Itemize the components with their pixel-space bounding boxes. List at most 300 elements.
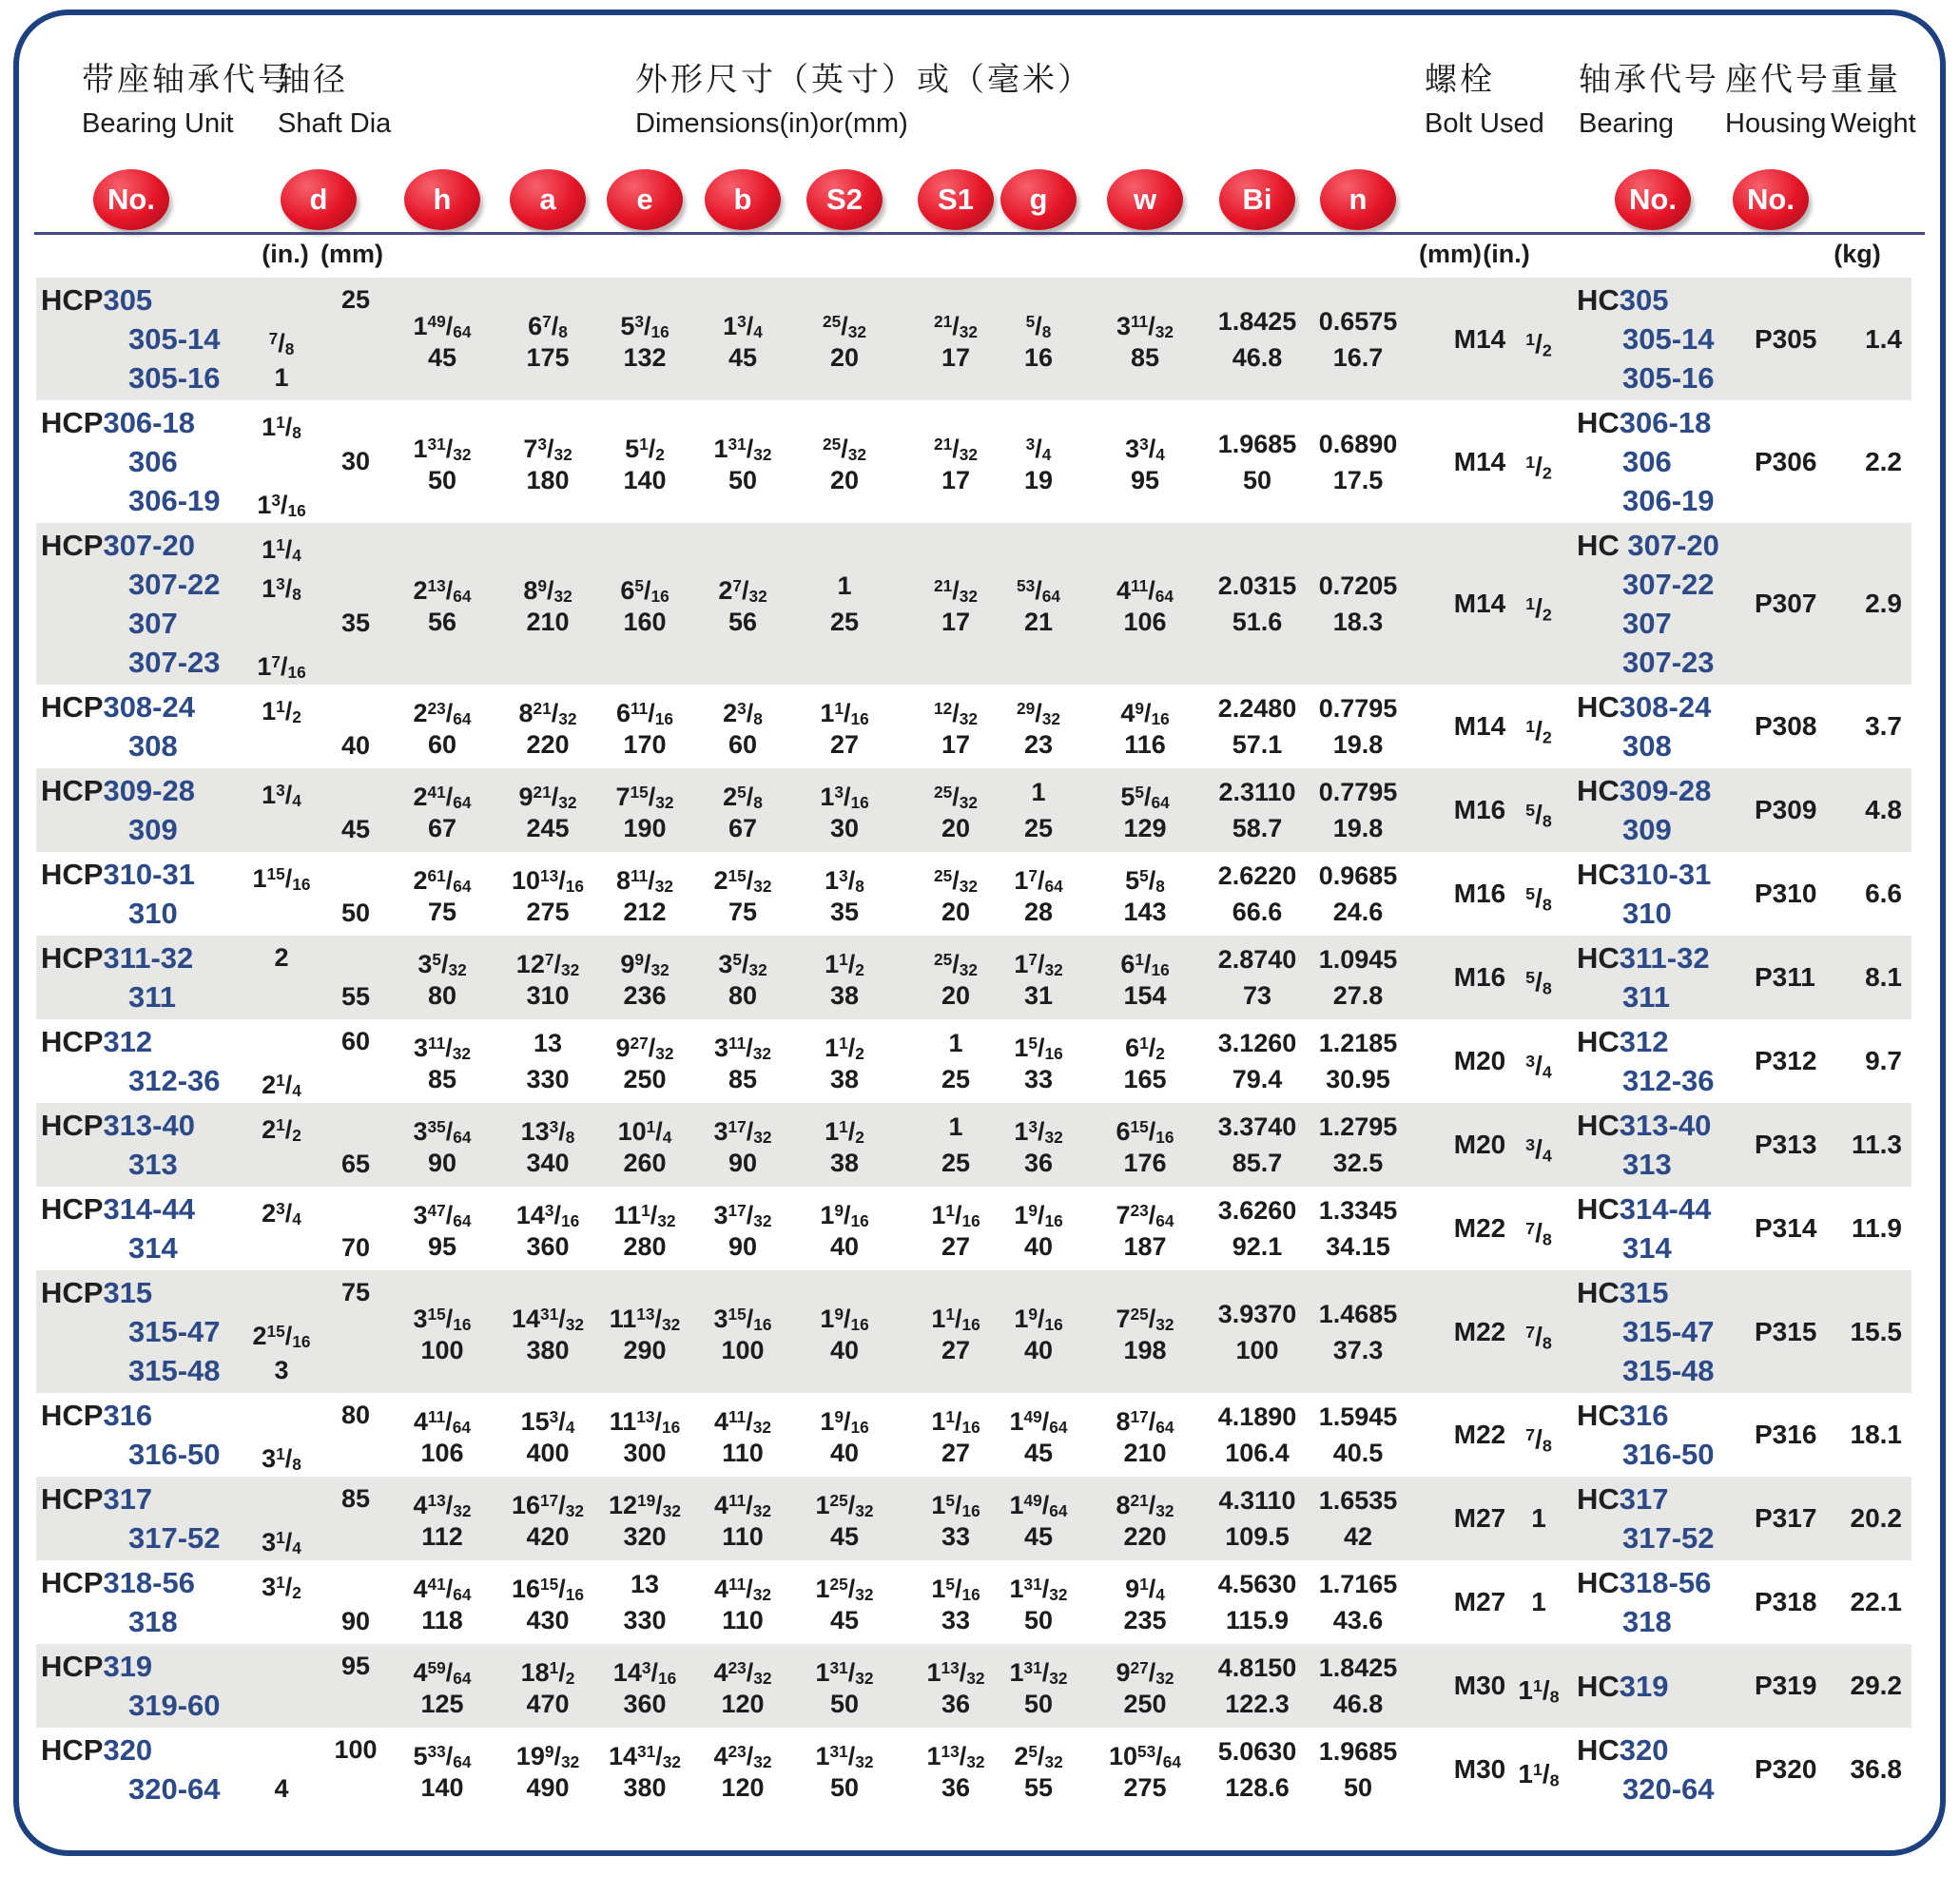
header-shaft-dia-zh: 轴径	[278, 62, 348, 98]
weight-kg: 15.5	[1850, 1316, 1902, 1346]
dim-w-mm: 275	[1123, 1773, 1167, 1802]
unit-code: HCP319	[41, 1650, 153, 1683]
dim-s1-mm: 20	[941, 814, 971, 842]
dim-b-mm: 80	[728, 981, 758, 1010]
dim-n-mm: 17.5	[1332, 465, 1384, 494]
dim-n-in: 1.7165	[1318, 1570, 1398, 1598]
bolt-size-in: $^5/_8$	[1525, 967, 1552, 998]
dim-g-in: $1^7/_{32}$	[1014, 949, 1063, 979]
dim-a-mm: 275	[526, 898, 570, 926]
dim-b-in: $2^7/_{32}$	[718, 575, 767, 606]
table-row	[0, 278, 1960, 400]
header-group-shaft-dia	[278, 53, 391, 140]
dim-n-in: 0.6890	[1318, 429, 1398, 458]
dim-e-mm: 300	[623, 1439, 667, 1467]
housing-code: P315	[1755, 1316, 1817, 1346]
housing-code: P319	[1755, 1671, 1817, 1700]
dim-w-mm: 116	[1124, 730, 1166, 759]
dim-bi-in: 4.1890	[1217, 1402, 1297, 1431]
bearing-code: HC311-32	[1577, 941, 1710, 975]
dim-w-mm: 198	[1123, 1335, 1167, 1364]
table-row	[0, 400, 1960, 523]
dim-g-in: $1^7/_{64}$	[1014, 865, 1063, 896]
dim-s1-mm: 20	[941, 898, 971, 926]
dim-s1-in: $1^1/_{16}$	[931, 1200, 980, 1230]
bearing-code: HC308-24	[1577, 690, 1712, 724]
bolt-size: M30	[1453, 1671, 1506, 1700]
dim-g-mm: 28	[1023, 898, 1054, 926]
dim-bi-in: 2.8740	[1217, 945, 1297, 974]
dim-b-in: $3^{11}/_{32}$	[713, 1033, 772, 1063]
dim-a-in: $13^3/_8$	[520, 1116, 575, 1147]
dim-a-in: $14^3/_{16}$	[515, 1200, 580, 1230]
column-badge-g: g	[1000, 169, 1077, 230]
shaft-dia-in: 4	[274, 1774, 289, 1803]
dim-b-mm: 85	[728, 1065, 758, 1093]
shaft-dia-mm: 70	[340, 1233, 371, 1262]
dim-g-mm: 40	[1023, 1335, 1054, 1364]
dim-b-mm: 45	[728, 342, 758, 372]
dim-s2-mm: 38	[829, 981, 860, 1010]
bearing-code: HC320	[1577, 1733, 1669, 1767]
dim-a-in: $6^7/_8$	[528, 311, 568, 341]
dim-h-in: $4^{13}/_{32}$	[413, 1490, 472, 1520]
table-row	[0, 1728, 1960, 1811]
housing-code: P318	[1755, 1587, 1817, 1616]
dim-n-in: 0.7205	[1318, 571, 1398, 600]
shaft-dia-in: 1	[274, 363, 289, 392]
dim-b-in: $4^{11}/_{32}$	[713, 1490, 772, 1520]
dim-n-mm: 40.5	[1332, 1439, 1384, 1467]
shaft-dia-mm: 25	[340, 285, 371, 314]
dim-s1-in: $^{12}/_{32}$	[934, 698, 978, 728]
dim-s2-mm: 40	[829, 1335, 860, 1364]
dim-w-in: $9^1/_4$	[1125, 1574, 1165, 1604]
dim-g-in: $1^9/_{16}$	[1014, 1200, 1063, 1230]
bearing-code: HC310-31	[1577, 858, 1712, 891]
dim-n-mm: 46.8	[1332, 1690, 1384, 1718]
dim-h-mm: 100	[420, 1335, 464, 1364]
bearing-code: 305-16	[1622, 361, 1715, 395]
dim-n-in: 0.9685	[1318, 861, 1398, 890]
dim-w-in: $8^{21}/_{32}$	[1116, 1490, 1174, 1520]
column-badge-h: h	[404, 169, 480, 230]
column-badge-w: w	[1107, 169, 1183, 230]
unit-code: HCP312	[41, 1025, 153, 1058]
table-row	[0, 1019, 1960, 1103]
dim-n-in: 1.4685	[1318, 1299, 1398, 1328]
dim-b-mm: 110	[722, 1439, 764, 1467]
dim-s2-mm: 25	[829, 608, 860, 636]
dim-s1-mm: 36	[941, 1690, 971, 1718]
bearing-code: 315-48	[1622, 1354, 1715, 1387]
bolt-size-in: $^7/_8$	[1525, 1321, 1552, 1352]
bolt-size: M30	[1453, 1754, 1506, 1784]
dim-a-mm: 245	[526, 814, 570, 842]
bolt-size: M27	[1453, 1587, 1506, 1616]
housing-code: P310	[1755, 879, 1817, 908]
dim-bi-in: 3.6260	[1217, 1196, 1297, 1225]
dim-b-mm: 75	[728, 898, 758, 926]
shaft-dia-mm: 65	[340, 1150, 371, 1178]
dim-w-mm: 106	[1123, 608, 1167, 636]
unit-code: 307-22	[128, 568, 221, 601]
dim-a-in: $9^{21}/_{32}$	[518, 782, 577, 812]
dim-h-mm: 95	[427, 1232, 457, 1261]
dim-g-mm: 33	[1023, 1065, 1054, 1093]
housing-code: P320	[1755, 1754, 1817, 1784]
dim-n-mm: 50	[1343, 1773, 1373, 1802]
dim-a-in: $8^{21}/_{32}$	[518, 698, 577, 728]
dim-w-mm: 85	[1130, 342, 1160, 372]
dim-n-in: 1.0945	[1318, 945, 1398, 974]
dim-s1-mm: 17	[941, 465, 971, 494]
dim-s2-mm: 30	[829, 814, 860, 842]
unit-code: HCP316	[41, 1399, 153, 1432]
dim-h-mm: 85	[427, 1065, 457, 1093]
bearing-code: HC 307-20	[1577, 529, 1719, 562]
dim-s1-in: $1^{13}/_{32}$	[926, 1741, 985, 1771]
dim-n-mm: 34.15	[1326, 1232, 1390, 1261]
unit-code: 305-16	[128, 361, 221, 395]
bolt-size-in: $^7/_8$	[1525, 1424, 1552, 1456]
unit-label-bolt-mm: (mm)	[1419, 240, 1482, 268]
bearing-code: 316-50	[1622, 1438, 1715, 1471]
dim-s2-mm: 27	[829, 730, 860, 759]
dim-b-in: $3^5/_{32}$	[718, 949, 767, 979]
housing-code: P308	[1755, 711, 1817, 741]
shaft-dia-mm: 75	[340, 1278, 371, 1306]
unit-code: 316-50	[128, 1438, 221, 1471]
dim-e-in: $6^{11}/_{16}$	[615, 698, 674, 728]
weight-kg: 36.8	[1850, 1754, 1902, 1784]
dim-e-mm: 132	[623, 342, 667, 372]
dim-s2-mm: 40	[829, 1439, 860, 1467]
dim-a-mm: 210	[526, 608, 570, 636]
dim-h-in: $3^{35}/_{64}$	[413, 1116, 472, 1147]
dim-bi-mm: 57.1	[1232, 730, 1283, 759]
dim-bi-mm: 73	[1242, 981, 1272, 1010]
dim-b-in: $4^{11}/_{32}$	[713, 1574, 772, 1604]
dim-s1-mm: 27	[941, 1232, 971, 1261]
dim-e-in: $14^3/_{16}$	[612, 1657, 677, 1688]
bolt-size-in: $^5/_8$	[1525, 883, 1552, 915]
dim-s2-in: $1^{31}/_{32}$	[815, 1741, 874, 1771]
dim-g-in: $^{29}/_{32}$	[1017, 698, 1060, 728]
shaft-dia-in: $1^3/_8$	[262, 573, 301, 604]
bearing-code: 307-22	[1622, 568, 1715, 601]
bolt-size: M22	[1453, 1316, 1506, 1346]
dim-e-mm: 140	[623, 465, 667, 494]
dim-g-in: $2^5/_{32}$	[1014, 1741, 1063, 1771]
dim-bi-in: 2.2480	[1217, 694, 1297, 723]
bolt-size-in: 1	[1531, 1503, 1546, 1533]
housing-code: P316	[1755, 1420, 1817, 1449]
dim-b-mm: 120	[721, 1773, 765, 1802]
housing-code: P312	[1755, 1046, 1817, 1075]
header-shaft-dia-en: Shaft Dia	[278, 108, 392, 139]
dim-g-mm: 50	[1023, 1606, 1054, 1634]
dim-n-in: 1.8425	[1318, 1653, 1398, 1682]
dim-s2-mm: 50	[829, 1773, 860, 1802]
unit-code: HCP320	[41, 1733, 153, 1767]
table-row	[0, 1393, 1960, 1477]
bolt-size-in: $^1/_2$	[1525, 593, 1552, 625]
dim-s1-in: $1^5/_{16}$	[931, 1574, 980, 1604]
weight-kg: 4.8	[1865, 795, 1902, 824]
dim-a-in: $10^{13}/_{16}$	[512, 865, 584, 896]
dim-s2-mm: 45	[829, 1606, 860, 1634]
dim-g-in: $1^3/_{32}$	[1014, 1116, 1063, 1147]
column-badge-n: n	[1320, 169, 1396, 230]
dim-w-mm: 220	[1123, 1522, 1167, 1551]
dim-s2-mm: 20	[829, 342, 860, 372]
dim-g-in: $1^{31}/_{32}$	[1009, 1657, 1068, 1688]
dim-w-in: $6^1/_2$	[1125, 1033, 1165, 1063]
dim-h-in: $3^{11}/_{32}$	[413, 1033, 472, 1063]
unit-code: HCP313-40	[41, 1109, 195, 1142]
table-row	[0, 1477, 1960, 1560]
header-dimensions-en: Dimensions(in)or(mm)	[635, 108, 908, 139]
unit-code: HCP307-20	[41, 529, 195, 562]
bolt-size-in: $^5/_8$	[1525, 800, 1552, 831]
shaft-dia-mm: 95	[340, 1652, 371, 1680]
header-bearing-en: Bearing	[1579, 108, 1674, 139]
bearing-code: 313	[1622, 1148, 1672, 1181]
dim-w-mm: 95	[1130, 465, 1160, 494]
dim-s2-in: $1^{25}/_{32}$	[815, 1490, 874, 1520]
dim-w-in: $3^3/_4$	[1125, 434, 1165, 464]
bolt-size-in: $^1/_2$	[1525, 451, 1552, 482]
dim-s2-mm: 20	[829, 465, 860, 494]
table-row	[0, 685, 1960, 768]
bearing-code: HC305	[1577, 283, 1669, 317]
dim-h-in: $5^{33}/_{64}$	[413, 1741, 472, 1771]
bolt-size: M22	[1453, 1420, 1506, 1449]
dim-e-in: $5^1/_2$	[625, 434, 665, 464]
unit-code: 315-48	[128, 1354, 221, 1387]
header-weight-zh: 重量	[1831, 62, 1901, 98]
dim-a-mm: 470	[526, 1690, 570, 1718]
column-badge-s2: S2	[806, 169, 883, 230]
unit-label-bolt-in: (in.)	[1483, 240, 1530, 268]
housing-code: P309	[1755, 795, 1817, 824]
dim-bi-mm: 115.9	[1225, 1606, 1290, 1634]
weight-kg: 3.7	[1865, 711, 1902, 741]
unit-code: HCP314-44	[41, 1192, 195, 1226]
dim-s2-in: $1^9/_{16}$	[820, 1406, 869, 1437]
weight-kg: 2.9	[1865, 589, 1902, 618]
dim-s1-in: 1	[948, 1112, 963, 1141]
bolt-size: M14	[1453, 323, 1506, 354]
dim-e-mm: 280	[623, 1232, 667, 1261]
column-badge-no: No.	[93, 169, 169, 230]
bearing-code: 314	[1622, 1231, 1672, 1265]
column-badge-s1: S1	[918, 169, 994, 230]
dim-bi-in: 4.5630	[1217, 1570, 1297, 1598]
dim-h-mm: 56	[427, 608, 457, 636]
bearing-code: HC313-40	[1577, 1109, 1712, 1142]
bearing-code: HC306-18	[1577, 406, 1712, 439]
bearing-code: 311	[1622, 980, 1671, 1014]
shaft-dia-in: $1^7/_{16}$	[257, 651, 306, 682]
column-badge-e: e	[607, 169, 683, 230]
unit-label-d-mm: (mm)	[320, 240, 383, 268]
dim-h-in: $2^{61}/_{64}$	[413, 865, 472, 896]
dim-bi-mm: 46.8	[1232, 342, 1283, 372]
dim-bi-mm: 106.4	[1225, 1439, 1290, 1467]
bearing-code: HC309-28	[1577, 774, 1712, 807]
weight-kg: 6.6	[1865, 879, 1902, 908]
dim-e-mm: 190	[623, 814, 667, 842]
dim-g-mm: 25	[1023, 814, 1054, 842]
dim-s1-in: $^{21}/_{32}$	[934, 434, 978, 464]
bearing-code: HC319	[1577, 1669, 1669, 1703]
weight-kg: 20.2	[1850, 1503, 1902, 1533]
table-row	[0, 852, 1960, 936]
unit-code: HCP305	[41, 283, 153, 317]
dim-b-in: $1^3/_4$	[723, 311, 763, 341]
dim-h-mm: 60	[427, 730, 457, 759]
table-row	[0, 1270, 1960, 1393]
dim-h-in: $2^{41}/_{64}$	[413, 782, 472, 812]
dim-bi-mm: 122.3	[1225, 1690, 1290, 1718]
dim-g-mm: 45	[1023, 1439, 1054, 1467]
table-row	[0, 1644, 1960, 1728]
dim-g-in: $1^{31}/_{32}$	[1009, 1574, 1068, 1604]
dim-h-mm: 80	[427, 981, 457, 1010]
dim-w-in: $5^5/_8$	[1125, 865, 1165, 896]
dim-b-in: $4^{23}/_{32}$	[713, 1741, 772, 1771]
dim-s2-in: $1^9/_{16}$	[820, 1304, 869, 1334]
dim-a-mm: 330	[526, 1065, 570, 1093]
dim-h-mm: 140	[420, 1773, 464, 1802]
dim-e-in: $7^{15}/_{32}$	[615, 782, 674, 812]
dim-a-in: $14^{31}/_{32}$	[512, 1304, 584, 1334]
unit-code: 318	[128, 1605, 178, 1638]
dim-w-in: $3^{11}/_{32}$	[1116, 311, 1174, 341]
dim-s2-mm: 45	[829, 1522, 860, 1551]
dim-e-mm: 160	[623, 608, 667, 636]
bearing-code: HC315	[1577, 1276, 1669, 1309]
dim-bi-mm: 109.5	[1225, 1522, 1290, 1551]
dim-a-mm: 420	[526, 1522, 570, 1551]
header-housing-zh: 座代号	[1725, 62, 1831, 98]
dim-n-in: 1.2795	[1318, 1112, 1398, 1141]
dim-n-in: 1.9685	[1318, 1737, 1398, 1766]
table-row	[0, 1187, 1960, 1270]
bolt-size-in: $^3/_4$	[1525, 1051, 1552, 1082]
unit-code: HCP311-32	[41, 941, 194, 975]
dim-g-mm: 19	[1023, 465, 1054, 494]
dim-n-in: 0.6575	[1318, 306, 1398, 336]
dim-b-in: $3^{17}/_{32}$	[713, 1116, 772, 1147]
dim-e-mm: 380	[623, 1773, 667, 1802]
dim-bi-mm: 50	[1242, 465, 1272, 494]
dim-e-mm: 250	[623, 1065, 667, 1093]
dim-e-mm: 212	[623, 898, 667, 926]
dim-bi-in: 3.9370	[1217, 1299, 1297, 1328]
table-row	[0, 768, 1960, 852]
dim-n-mm: 16.7	[1332, 342, 1384, 372]
dim-n-mm: 24.6	[1332, 898, 1384, 926]
bearing-code: 312-36	[1622, 1064, 1715, 1097]
dim-b-in: $3^{17}/_{32}$	[713, 1200, 772, 1230]
shaft-dia-in: $1^{15}/_{16}$	[252, 863, 311, 894]
dim-g-mm: 40	[1023, 1232, 1054, 1261]
dim-b-mm: 120	[721, 1690, 765, 1718]
dim-s2-in: $1^1/_2$	[825, 1033, 864, 1063]
unit-code: HCP309-28	[41, 774, 195, 807]
dim-w-mm: 143	[1123, 898, 1167, 926]
bearing-code: HC316	[1577, 1399, 1669, 1432]
dim-s1-mm: 36	[941, 1773, 971, 1802]
unit-code: HCP310-31	[41, 858, 195, 891]
dim-bi-in: 4.3110	[1218, 1486, 1296, 1515]
unit-code: 310	[128, 897, 178, 930]
dim-h-mm: 125	[420, 1690, 464, 1718]
dim-s2-in: $1^3/_8$	[825, 865, 864, 896]
dim-b-mm: 60	[728, 730, 758, 759]
dim-n-mm: 30.95	[1326, 1065, 1390, 1093]
dim-a-mm: 340	[526, 1149, 570, 1177]
dim-s2-mm: 38	[829, 1149, 860, 1177]
dim-bi-in: 5.0630	[1217, 1737, 1297, 1766]
dim-n-mm: 43.6	[1332, 1606, 1384, 1634]
dim-s1-mm: 17	[941, 608, 971, 636]
dim-e-mm: 320	[623, 1522, 667, 1551]
bolt-size-in: $1^1/_8$	[1518, 1675, 1560, 1707]
dim-w-mm: 210	[1123, 1439, 1167, 1467]
dim-b-in: $2^{15}/_{32}$	[713, 865, 772, 896]
dim-w-in: $6^{15}/_{16}$	[1116, 1116, 1174, 1147]
dim-s2-in: $1^9/_{16}$	[820, 1200, 869, 1230]
column-badge-d: d	[281, 169, 357, 230]
header-group-dimensions	[635, 53, 1093, 140]
dim-n-mm: 42	[1343, 1522, 1373, 1551]
dim-s2-in: $1^1/_{16}$	[820, 698, 869, 728]
weight-kg: 29.2	[1850, 1671, 1902, 1700]
dim-g-mm: 23	[1023, 730, 1054, 759]
dim-g-in: 1	[1031, 778, 1046, 806]
dim-h-mm: 90	[427, 1149, 457, 1177]
dim-w-mm: 165	[1123, 1065, 1167, 1093]
dim-n-mm: 37.3	[1332, 1335, 1384, 1364]
header-group-housing	[1725, 53, 1831, 140]
bearing-code: 307-23	[1622, 646, 1715, 679]
bolt-size: M20	[1453, 1046, 1506, 1075]
unit-code: 307-23	[128, 646, 221, 679]
weight-kg: 9.7	[1865, 1046, 1902, 1075]
bearing-code: 317-52	[1622, 1521, 1715, 1555]
dim-g-in: $1^{49}/_{64}$	[1009, 1406, 1068, 1437]
dim-g-mm: 16	[1023, 342, 1054, 372]
dim-e-in: $9^9/_{32}$	[620, 949, 670, 979]
dim-g-in: $^3/_4$	[1025, 434, 1052, 464]
shaft-dia-mm: 80	[340, 1401, 371, 1429]
dim-s2-in: $1^{31}/_{32}$	[815, 1657, 874, 1688]
header-group-bearing	[1579, 53, 1719, 140]
dim-e-in: $9^{27}/_{32}$	[615, 1033, 674, 1063]
dim-a-mm: 360	[526, 1232, 570, 1261]
shaft-dia-in: 2	[274, 943, 289, 972]
header-bearing-unit-zh: 带座轴承代号	[82, 62, 293, 98]
weight-kg: 11.9	[1852, 1213, 1902, 1243]
dim-h-in: $3^{47}/_{64}$	[413, 1200, 472, 1230]
dim-s2-in: $^{25}/_{32}$	[823, 434, 866, 464]
header-weight-en: Weight	[1831, 108, 1916, 139]
dim-s1-in: $^{21}/_{32}$	[934, 311, 978, 341]
